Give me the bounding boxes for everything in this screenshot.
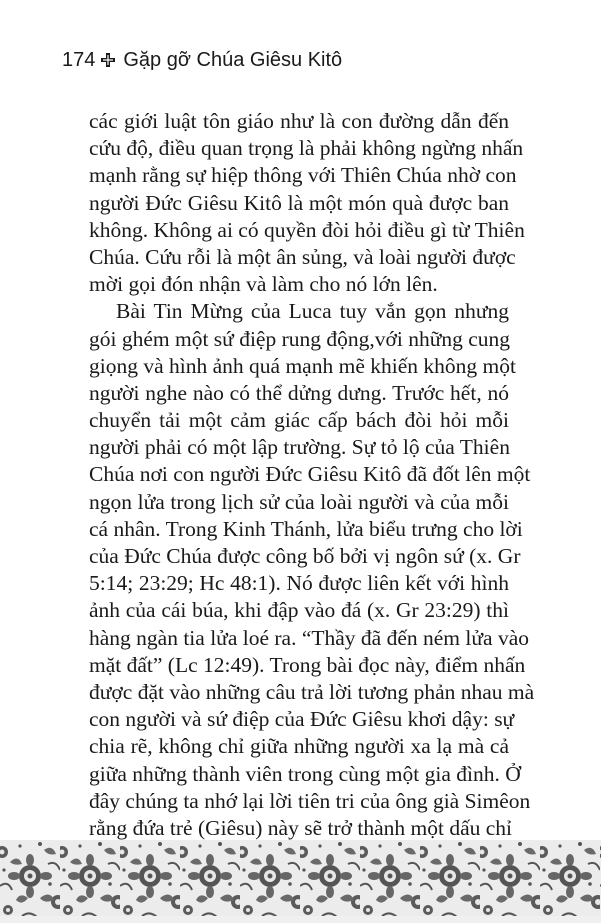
text-line: của Đức Chúa được công bố bởi vị ngôn sứ (x. Gr — [89, 544, 521, 568]
text-line: giữa những thành viên trong cùng một gia đình. Ở — [89, 761, 521, 786]
text-line: rằng đứa trẻ (Giêsu) này sẽ trở thành một dấu chỉ — [89, 815, 513, 840]
page-number: 174 — [62, 48, 96, 71]
text-line: Bài Tin Mừng của Luca tuy vắn gọn nhưng — [116, 299, 509, 324]
text-line: mặt đất” (Lc 12:49). Trong bài đọc này, điểm nhấn — [89, 652, 526, 677]
text-line: giọng và hình ảnh quá mạnh mẽ khiến không một — [89, 353, 516, 378]
text-line: người nghe nào có thể dửng dưng. Trước hết, nó — [89, 380, 509, 405]
text-line: người phải có một lập trường. Sự tỏ lộ của Thiên — [89, 435, 510, 460]
text-line: được đặt vào những câu trả lời tương phản nhau mà — [89, 679, 535, 704]
text-line: Chúa nơi con người Đức Giêsu Kitô đã đốt lên một — [89, 462, 531, 487]
floral-border-ornament — [0, 840, 601, 923]
text-line: ảnh của cái búa, khi đập vào đá (x. Gr 23:29) thì — [89, 598, 509, 623]
cross-icon — [100, 52, 116, 68]
text-line: gói ghém một sứ điệp rung động,với những cung — [89, 326, 511, 351]
body-text — [89, 108, 535, 842]
book-title: Gặp gỡ Chúa Giêsu Kitô — [123, 48, 343, 71]
text-line: con người và sứ điệp của Đức Giêsu khơi dậy: sự — [89, 707, 515, 732]
text-line: người Đức Giêsu Kitô là một món quà được ban — [89, 190, 509, 215]
text-line: cá nhân. Trong Kinh Thánh, lửa biểu trưng cho lời — [89, 516, 523, 541]
text-line: 5:14; 23:29; Hc 48:1). Nó được liên kết với hình — [89, 571, 509, 596]
text-line: mạnh rằng sự hiệp thông với Thiên Chúa nhờ con — [89, 163, 517, 188]
text-line: chia rẽ, không chỉ giữa những người xa lạ mà cả — [89, 734, 509, 759]
text-line: hàng ngàn tia lửa loé ra. “Thầy đã đến ném lửa vào — [89, 625, 529, 650]
text-line: chuyển tải một cảm giác cấp bách đòi hỏi mỗi — [89, 408, 509, 433]
text-line: đây chúng ta nhớ lại lời tiên tri của ông già Simêon — [89, 788, 531, 813]
text-line: ngọn lửa trong lịch sử của loài người và của mỗi — [89, 489, 509, 514]
text-line: các giới luật tôn giáo như là con đường dẫn đến — [89, 109, 509, 133]
text-line: cứu độ, điều quan trọng là phải không ngừng nhấn — [89, 136, 524, 161]
running-header — [62, 47, 342, 73]
paragraph-1 — [89, 108, 525, 298]
text-line: mời gọi đón nhận và làm cho nó lớn lên. — [89, 272, 438, 297]
paragraph-2 — [89, 298, 535, 842]
text-line: Chúa. Cứu rỗi là một ân sủng, và loài người được — [89, 244, 516, 269]
text-line: không. Không ai có quyền đòi hỏi điều gì từ Thiên — [89, 217, 525, 242]
